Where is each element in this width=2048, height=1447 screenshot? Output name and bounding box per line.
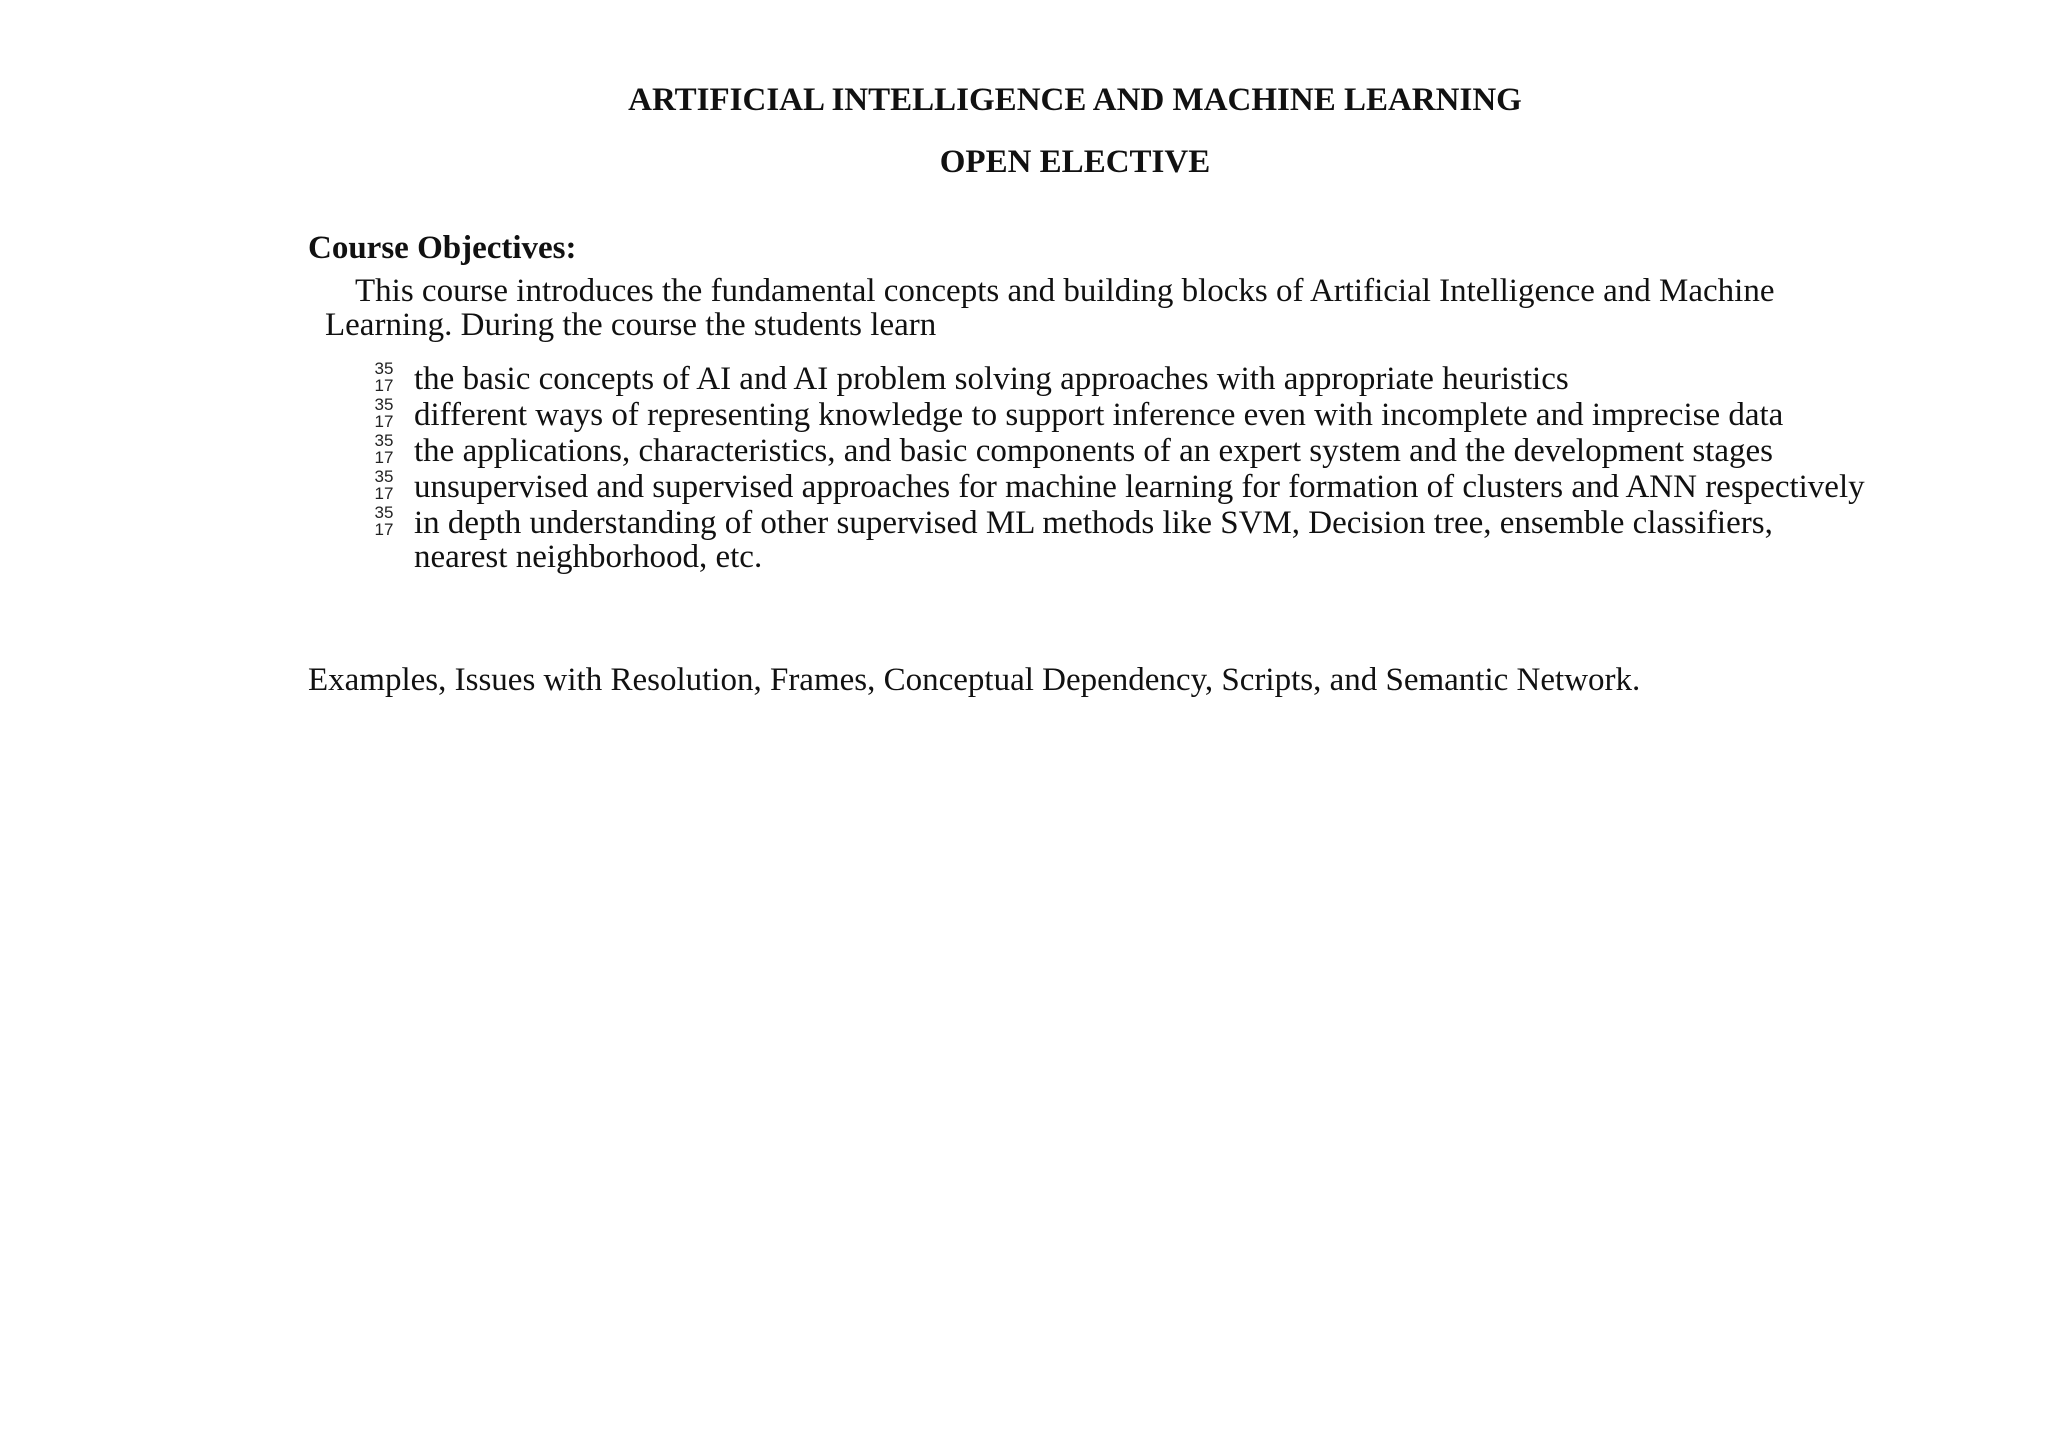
list-item — [370, 431, 1870, 469]
objective-text: the applications, characteristics, and basic components of an expert system and the development stages — [414, 433, 1773, 469]
bullet-marker — [370, 468, 398, 502]
bullet-marker-top: 35 — [374, 359, 394, 378]
list-item — [370, 503, 1870, 575]
list-item — [370, 395, 1870, 433]
bullet-marker-bottom: 17 — [374, 484, 394, 503]
bullet-marker-bottom: 17 — [374, 376, 394, 395]
bullet-marker-top: 35 — [374, 431, 394, 450]
objective-text: the basic concepts of AI and AI problem solving approaches with appropriate heuristics — [414, 361, 1569, 397]
bullet-marker-top: 35 — [374, 467, 394, 486]
bullet-marker — [370, 432, 398, 466]
objective-text: in depth understanding of other supervised ML methods like SVM, Decision tree, ensemble classifiers, nearest neighborhood, etc. — [414, 505, 1773, 575]
list-item — [370, 467, 1870, 505]
bullet-marker-bottom: 17 — [374, 448, 394, 467]
course-objectives-heading: Course Objectives: — [308, 230, 577, 266]
topics-line: Examples, Issues with Resolution, Frames, Conceptual Dependency, Scripts, and Semantic Network. — [308, 662, 1641, 698]
bullet-marker-top: 35 — [374, 503, 394, 522]
bullet-marker-bottom: 17 — [374, 520, 394, 539]
bullet-marker — [370, 504, 398, 538]
objectives-list — [370, 359, 1870, 576]
document-title: ARTIFICIAL INTELLIGENCE AND MACHINE LEARNING — [628, 82, 1522, 118]
bullet-marker — [370, 396, 398, 430]
objective-text: unsupervised and supervised approaches for machine learning for formation of clusters and ANN respectively — [414, 469, 1865, 505]
intro-paragraph: This course introduces the fundamental concepts and building blocks of Artificial Intelligence and Machine Learning. During the course the students learn — [325, 273, 1775, 343]
list-item — [370, 359, 1870, 397]
document-subtitle: OPEN ELECTIVE — [939, 144, 1211, 180]
bullet-marker-bottom: 17 — [374, 412, 394, 431]
bullet-marker — [370, 360, 398, 394]
bullet-marker-top: 35 — [374, 395, 394, 414]
objective-text: different ways of representing knowledge to support inference even with incomplete and imprecise data — [414, 397, 1784, 433]
